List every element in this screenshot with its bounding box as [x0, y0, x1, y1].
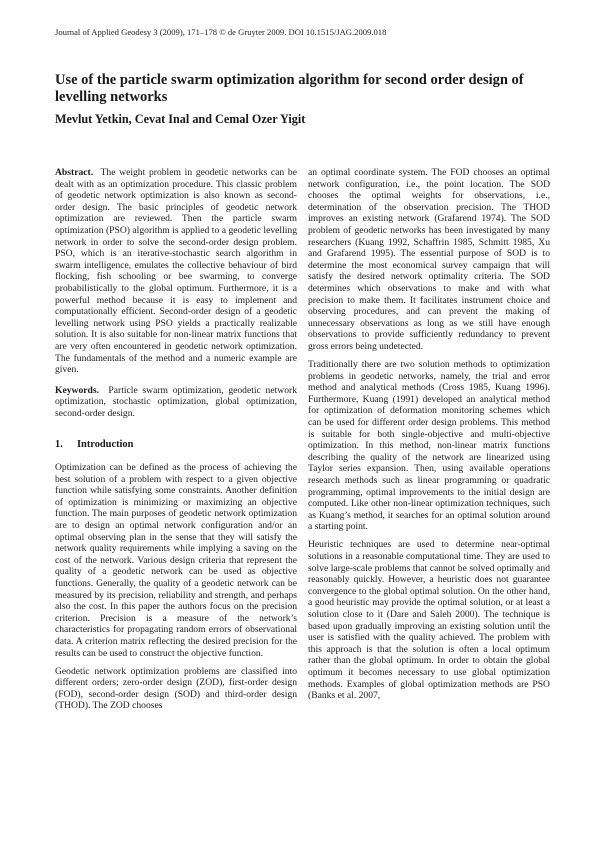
intro-paragraph-1: Optimization can be defined as the process of achieving the best solution of a problem with respect to a given objective function while satisfying some constraints. Another definition of optimization is minimizing or maximizing an objective function. The main purposes of geodetic network optimization are to design an optimal network configuration and/or an optimal observing plan in the sense that they will satisfy the network quality requirements while implying a saving on the cost of the network. Various design criteria that represent the quality of a geodetic network can be used as objective functions. Generally, the quality of a geodetic network can be measured by its precision, reliability and strength, and perhaps also the cost. In this paper the authors focus on the precision criterion. Precision is a measure of the network’s characteristics for propagating random errors of observational data. A criterion matrix reflecting the desired precision for the results can be used to construct the objective function. [55, 462, 297, 659]
section-title: Introduction [77, 439, 134, 451]
right-column [308, 167, 550, 708]
section-heading-introduction [55, 439, 297, 451]
keywords [55, 385, 297, 420]
keywords-label: Keywords. [55, 384, 99, 396]
right-paragraph-3: Heuristic techniques are used to determine near-optimal solutions in a reasonable computational time. They are used to solve large-scale problems that cannot be solved optimally and reasonably quickly. However, a heuristic does not guarantee convergence to the global optimal solution. On the other hand, a good heuristic may provide the optimal solution, or at least a solution close to it (Dare and Saleh 2000). The technique is based upon gradually improving an existing solution until the user is satisfied with the quality achieved. The problem with this approach is that the solution is often a local optimum rather than the global optimum. In order to obtain the global optimum it becomes necessary to use global optimization methods. Examples of global optimization methods are PSO (Banks et al. 2007, [308, 539, 550, 702]
left-column [55, 167, 297, 719]
article-title: Use of the particle swarm optimization algorithm for second order design of levelling networks [55, 72, 524, 105]
abstract-text: The weight problem in geodetic networks can be dealt with as an optimization procedure. This classic problem of geodetic network optimization is also known as second-order design. The basic principles of geodetic network optimization are reviewed. Then the particle swarm optimization (PSO) algorithm is applied to a geodetic levelling network in order to solve the second-order design problem. PSO, which is an iterative-stochastic search algorithm in swarm intelligence, emulates the collective behaviour of bird flocking, fish schooling or bee swarming, to converge probabilistically to the global optimum. Furthermore, it is a powerful method because it is easy to implement and computationally efficient. Second-order design of a geodetic levelling network using PSO yields a practically realizable solution. It is also suitable for non-linear matrix functions that are very often encountered in geodetic network optimization. The fundamentals of the method and a numeric example are given. [55, 167, 297, 376]
keywords-text: Particle swarm optimization, geodetic network optimization, stochastic optimization, global optimization, second-order design. [55, 384, 297, 419]
abstract [55, 167, 297, 376]
journal-header: Journal of Applied Geodesy 3 (2009), 171–178 © de Gruyter 2009. DOI 10.1515/JAG.2009.018 [55, 27, 387, 37]
intro-paragraph-2: Geodetic network optimization problems are classified into different orders; zero-order design (ZOD), first-order design (FOD), second-order design (SOD) and third-order design (THOD). The ZOD chooses [55, 665, 297, 712]
article-authors: Mevlut Yetkin, Cevat Inal and Cemal Ozer Yigit [55, 112, 306, 126]
right-paragraph-1: an optimal coordinate system. The FOD chooses an optimal network configuration, i.e., the point location. The SOD chooses the optimal weights for observations, i.e., determination of the observation precision. The THOD improves an existing network (Grafarend 1974). The SOD problem of geodetic networks has been investigated by many researchers (Kuang 1992, Schaffrin 1985, Schmitt 1985, Xu and Grafarend 1995). The essential purpose of SOD is to determine the most economical survey campaign that will satisfy the desired network optimality criteria. The SOD determines which observations to make and with what precision to make them. It facilitates instrument choice and observing procedures, and can prevent the making of unnecessary observations as long as we still have enough observations to provide sufficiently redundancy to prevent gross errors being undetected. [308, 167, 550, 352]
right-paragraph-2: Traditionally there are two solution methods to optimization problems in geodetic networks, namely, the trial and error method and analytical methods (Cross 1985, Kuang 1996). Furthermore, Kuang (1991) developed an analytical method for optimization of deformation monitoring schemes which can be used for different order design problems. This method is suitable for both single-objective and multi-objective optimization. In this method, non-linear matrix functions describing the quality of the network are linearized using Taylor series expansion. Then, using available operations research methods such as linear programming or quadratic programming, optimal improvements to the initial design are computed. Like other non-linear optimization techniques, such as Kuang’s method, it searches for an optimal solution around a starting point. [308, 359, 550, 533]
abstract-label: Abstract. [55, 167, 94, 178]
section-number: 1. [55, 439, 63, 451]
